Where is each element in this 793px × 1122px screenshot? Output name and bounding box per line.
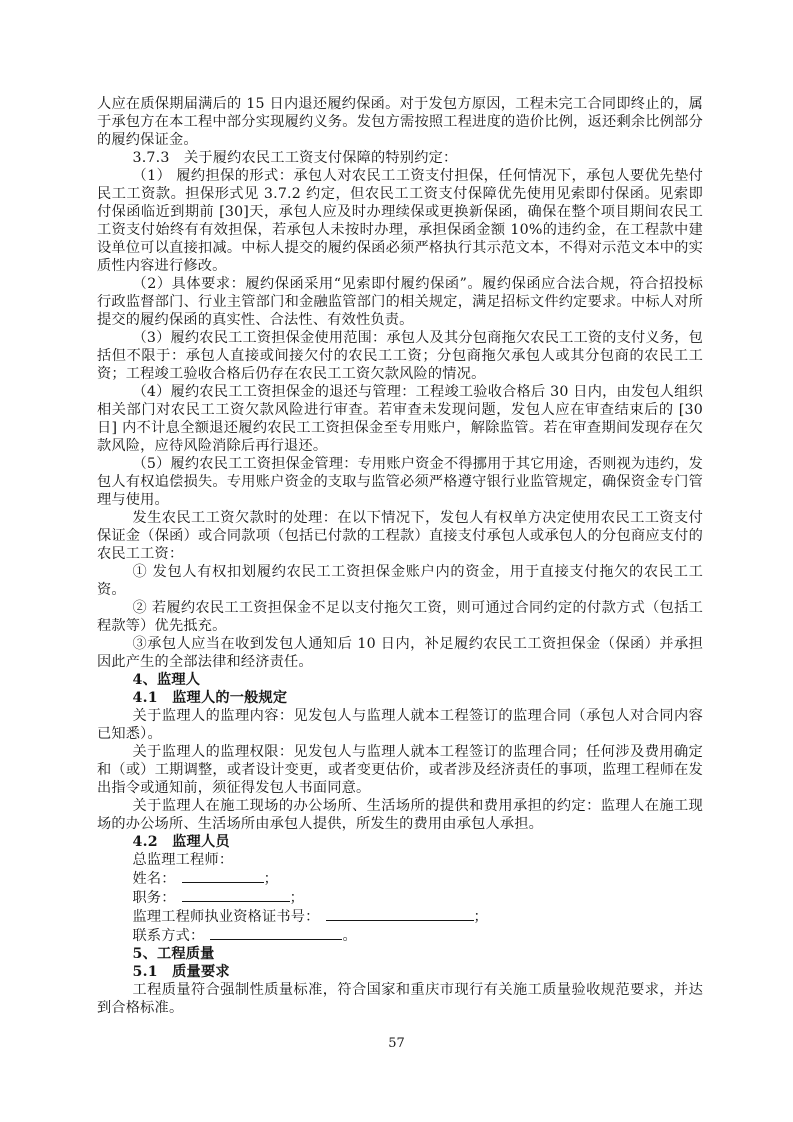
para-supervision-content: 关于监理人的监理内容：见发包人与监理人就本工程签订的监理合同（承包人对合同内容已知悉）。: [97, 708, 703, 742]
para-quality-requirement: 工程质量符合强制性质量标准，符合国家和重庆市现行有关施工质量验收规范要求，并达到合格标准。: [97, 982, 703, 1016]
page-number: 57: [388, 1036, 405, 1051]
heading-5-1: 5.1 质量要求: [132, 964, 230, 980]
field-name-suffix: ；: [263, 871, 279, 887]
field-title: [97, 888, 703, 907]
field-certificate-number-blank: [326, 907, 474, 921]
para-continuation: 人应在质保期届满后的 15 日内退还履约保函。对于发包方原因，工程未完工合同即终止的，属于承包方在本工程中部分实现履约义务。发包方需按照工程进度的造价比例，返还剩余比例部分的履约保证金。: [97, 96, 703, 148]
para-3-7-3: 3.7.3 关于履约农民工工资支付保障的特别约定：: [132, 150, 458, 166]
heading-4: 4、监理人: [132, 672, 201, 688]
field-title-blank: [182, 888, 290, 902]
para-circle-1: ① 发包人有权扣划履约农民工工资担保金账户内的资金，用于直接支付拖欠的农民工工资。: [97, 564, 703, 598]
field-title-suffix: ；: [289, 890, 305, 906]
field-certificate-number-label: 监理工程师执业资格证书号：: [132, 909, 320, 925]
field-contact-label: 联系方式：: [132, 928, 205, 944]
field-name: [97, 869, 703, 888]
heading-4-1: 4.1 监理人的一般规定: [132, 690, 288, 706]
para-item-5: （5）履约农民工工资担保金管理：专用账户资金不得挪用于其它用途，否则视为违约，发包人有权追偿损失。专用账户资金的支取与监管必须严格遵守银行业监管规定，确保资金专门管理与使用。: [97, 456, 703, 508]
para-wage-arrears-handling: 发生农民工工资欠款时的处理：在以下情况下，发包人有权单方决定使用农民工工资支付保证金（保函）或合同款项（包括已付款的工程款）直接支付承包人或承包人的分包商应支付的农民工工资：: [97, 510, 703, 562]
field-name-label: 姓名：: [132, 871, 176, 887]
field-certificate-number-suffix: ；: [473, 909, 488, 925]
field-name-blank: [182, 869, 264, 883]
heading-5: 5、工程质量: [132, 946, 215, 962]
field-contact: [97, 926, 703, 945]
field-contact-blank: [210, 926, 342, 940]
para-item-4: （4）履约农民工工资担保金的退还与管理：工程竣工验收合格后 30 日内，由发包人组织相关部门对农民工工资欠款风险进行审查。若审查未发现问题，发包人应在审查结束后的 [30日] 内不计息全额退还履约农民工工资担保金至专用账户，解除监管。若在审查期间发现存在欠款风险，应待风险消除后再行退还。: [97, 384, 703, 454]
para-circle-3: ③承包人应当在收到发包人通知后 10 日内，补足履约农民工工资担保金（保函）并承担因此产生的全部法律和经济责任。: [97, 636, 703, 670]
field-title-label: 职务：: [132, 890, 176, 906]
para-supervision-premises: 关于监理人在施工现场的办公场所、生活场所的提供和费用承担的约定：监理人在施工现场的办公场所、生活场所由承包人提供，所发生的费用由承包人承担。: [97, 798, 703, 832]
para-chief-supervising-engineer: 总监理工程师：: [132, 852, 234, 868]
document-body: [97, 95, 703, 1017]
para-supervision-authority: 关于监理人的监理权限：见发包人与监理人就本工程签订的监理合同；任何涉及费用确定和（或）工期调整，或者设计变更，或者变更估价，或者涉及经济责任的事项，监理工程师在发出指令或通知前，须征得发包人书面同意。: [97, 744, 703, 796]
field-contact-suffix: 。: [342, 928, 357, 944]
para-item-1: （1） 履约担保的形式：承包人对农民工工资支付担保，任何情况下，承包人要优先垫付民工工资款。担保形式见 3.7.2 约定，但农民工工资支付保障优先使用见索即付保函。见索即付保函临近到期前 [30]天，承包人应及时办理续保或更换新保函，确保在整个项目期间农民工工资支付始终有有效担保，若承包人未按时办理，承担保函金额 10%的违约金，在工程款中建设单位可以直接扣减。中标人提交的履约保函必须严格执行其示范文本，不得对示范文本中的实质性内容进行修改。: [97, 168, 703, 274]
heading-4-2: 4.2 监理人员: [132, 834, 230, 850]
field-certificate-number: [97, 907, 703, 926]
para-circle-2: ② 若履约农民工工资担保金不足以支付拖欠工资，则可通过合同约定的付款方式（包括工程款等）优先抵充。: [97, 600, 703, 634]
para-item-3: （3）履约农民工工资担保金使用范围：承包人及其分包商拖欠农民工工资的支付义务，包括但不限于：承包人直接或间接欠付的农民工工资；分包商拖欠承包人或其分包商的农民工工资；工程竣工验收合格后仍存在农民工工资欠款风险的情况。: [97, 330, 703, 382]
para-item-2: （2）具体要求：履约保函采用“见索即付履约保函”。履约保函应合法合规，符合招投标行政监督部门、行业主管部门和金融监管部门的相关规定，满足招标文件约定要求。中标人对所提交的履约保函的真实性、合法性、有效性负责。: [97, 276, 703, 328]
